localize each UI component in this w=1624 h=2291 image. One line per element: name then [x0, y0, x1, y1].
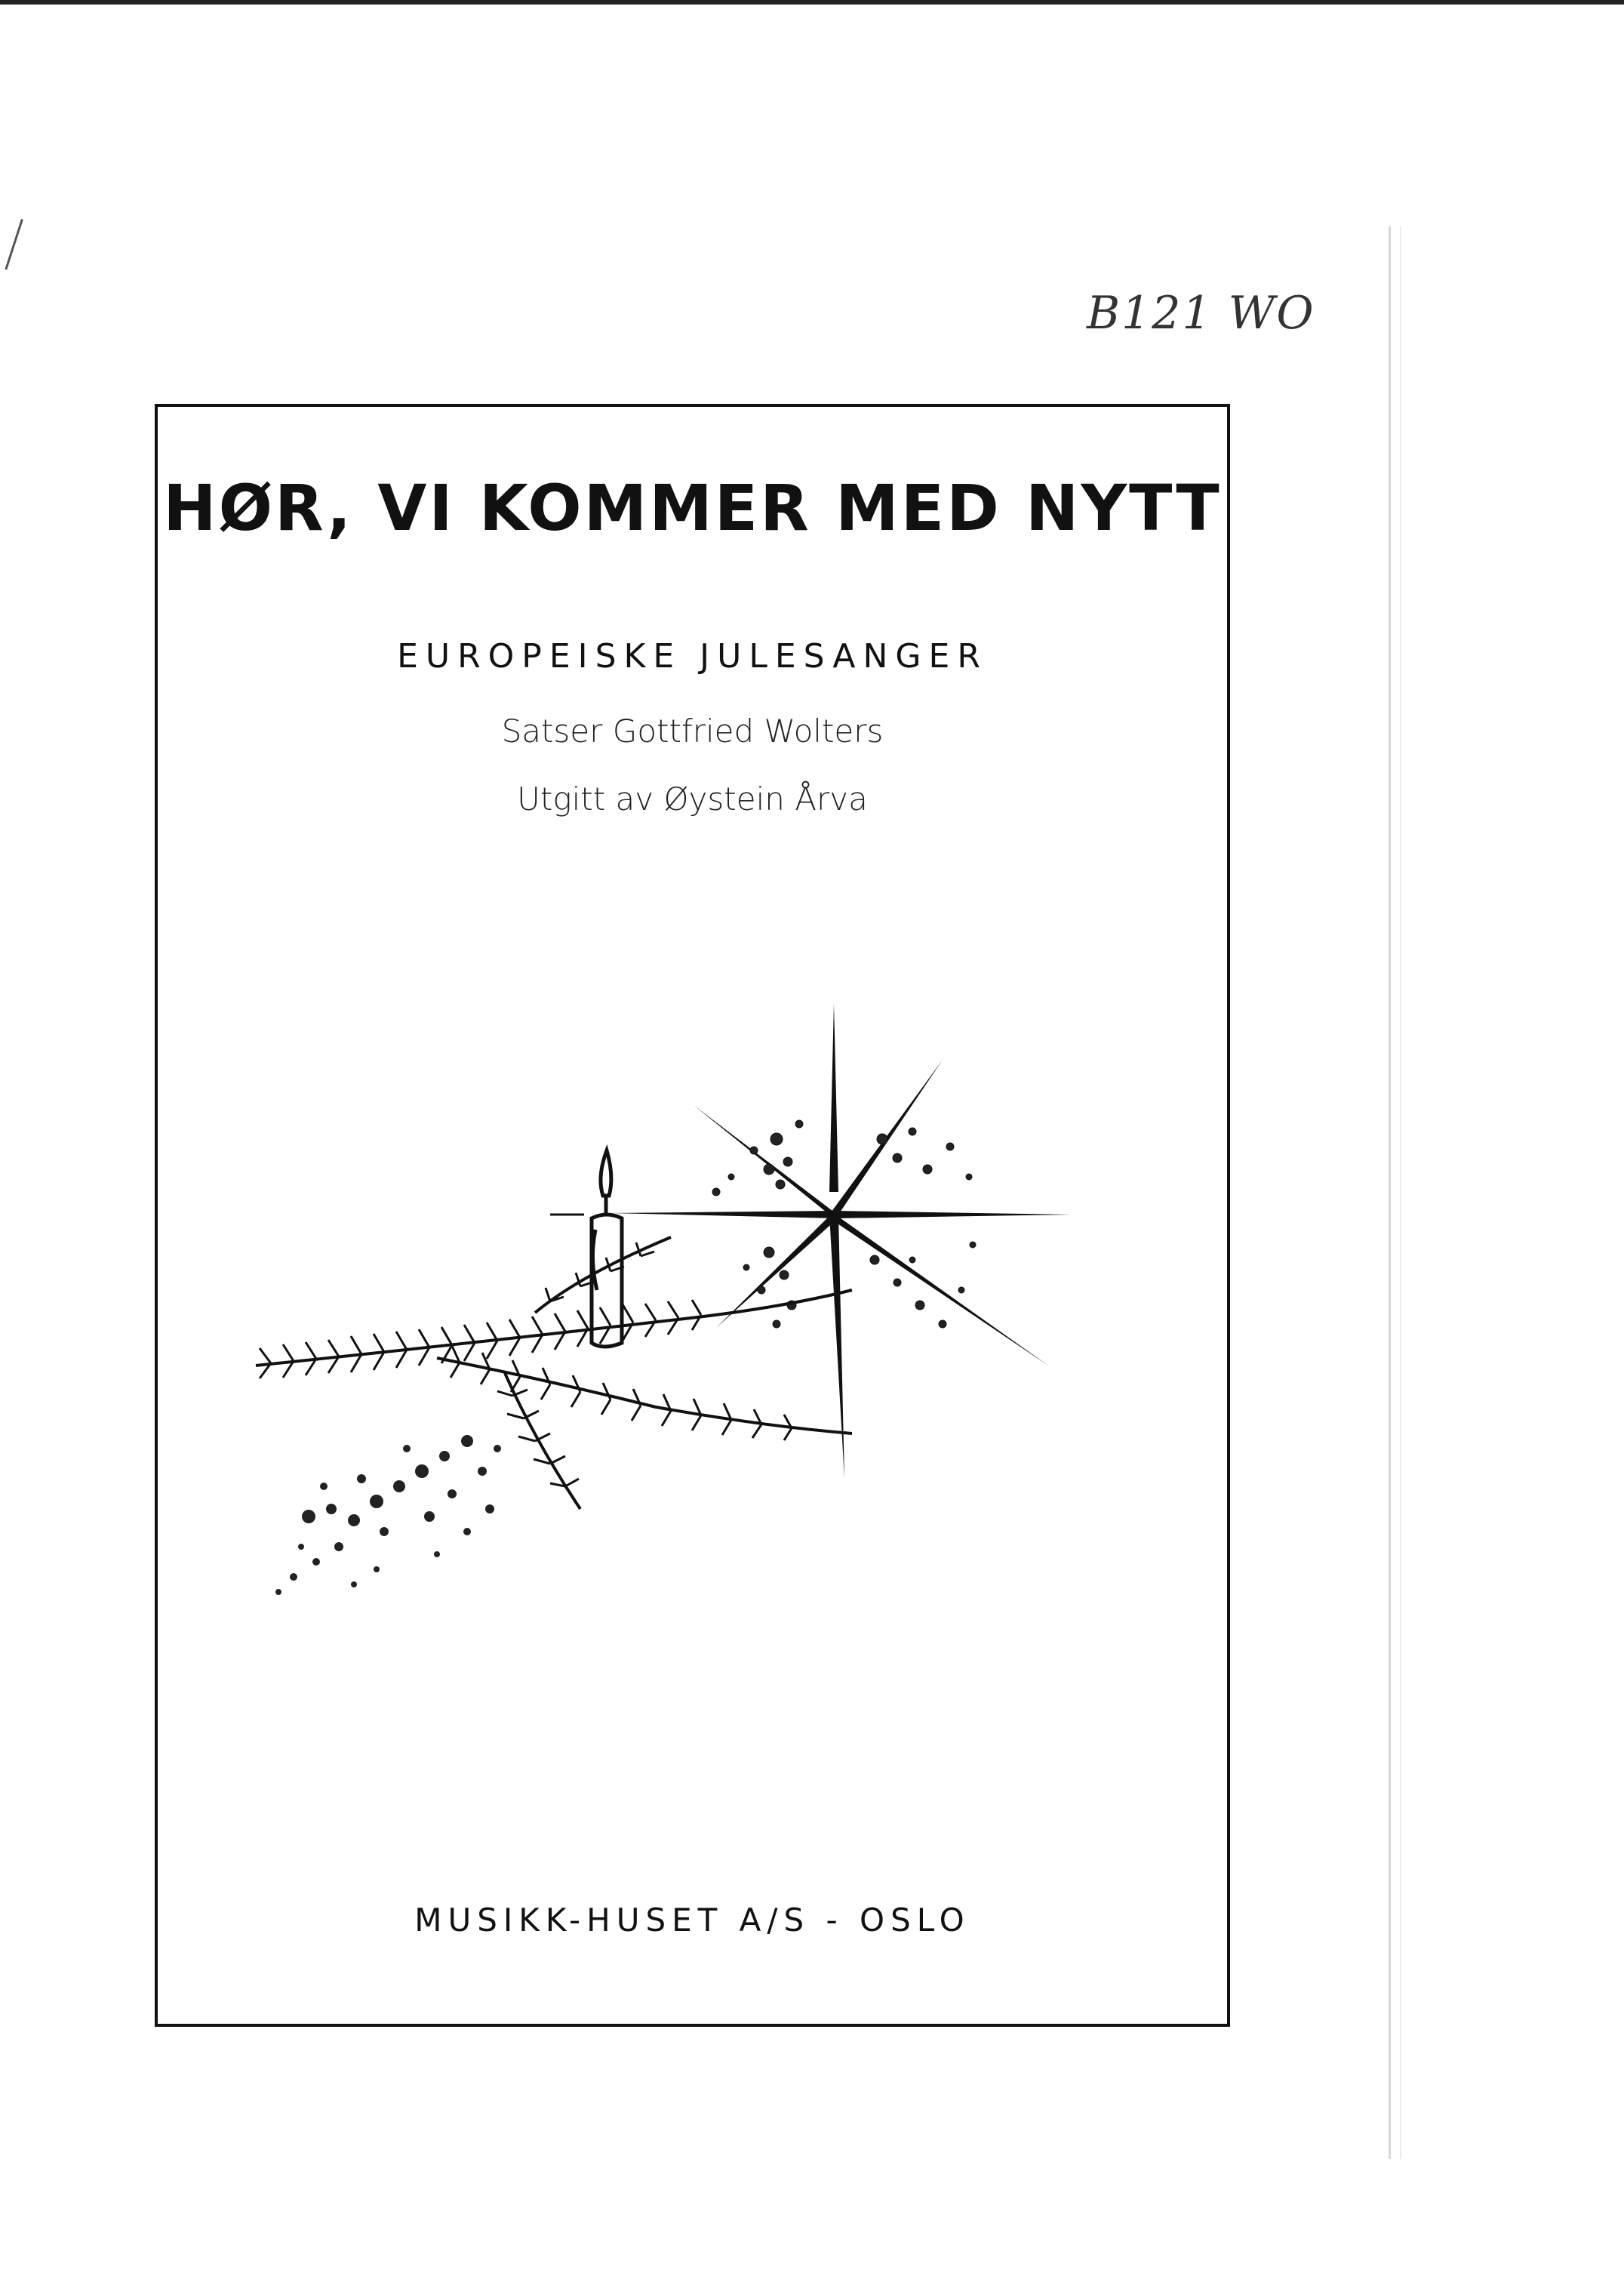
- fir-branch-icon: [256, 1237, 852, 1509]
- editor-credit: Utgitt av Øystein Årva: [517, 781, 868, 818]
- scan-edge-top: [0, 0, 1624, 5]
- handwritten-shelf-mark: B121 WO: [1087, 287, 1315, 340]
- cover-frame: [155, 404, 1230, 2027]
- cover-subtitle: EUROPEISKE JULESANGER: [397, 637, 988, 676]
- cover-title: HØR, VI KOMMER MED NYTT: [163, 471, 1222, 545]
- stray-mark: [5, 219, 23, 270]
- publisher-line: MUSIKK-HUSET A/S - OSLO: [414, 1901, 970, 1938]
- tinsel-icon: [275, 1435, 501, 1595]
- star-icon: [611, 988, 1071, 1743]
- christmas-star-candle-fir-branch-icon: [248, 988, 1093, 1743]
- scan-edge-right-shadow: [1400, 226, 1401, 2159]
- candle-icon: [550, 1150, 622, 1347]
- arranger-credit: Satser Gottfried Wolters: [501, 713, 884, 750]
- scan-edge-right: [1389, 226, 1391, 2159]
